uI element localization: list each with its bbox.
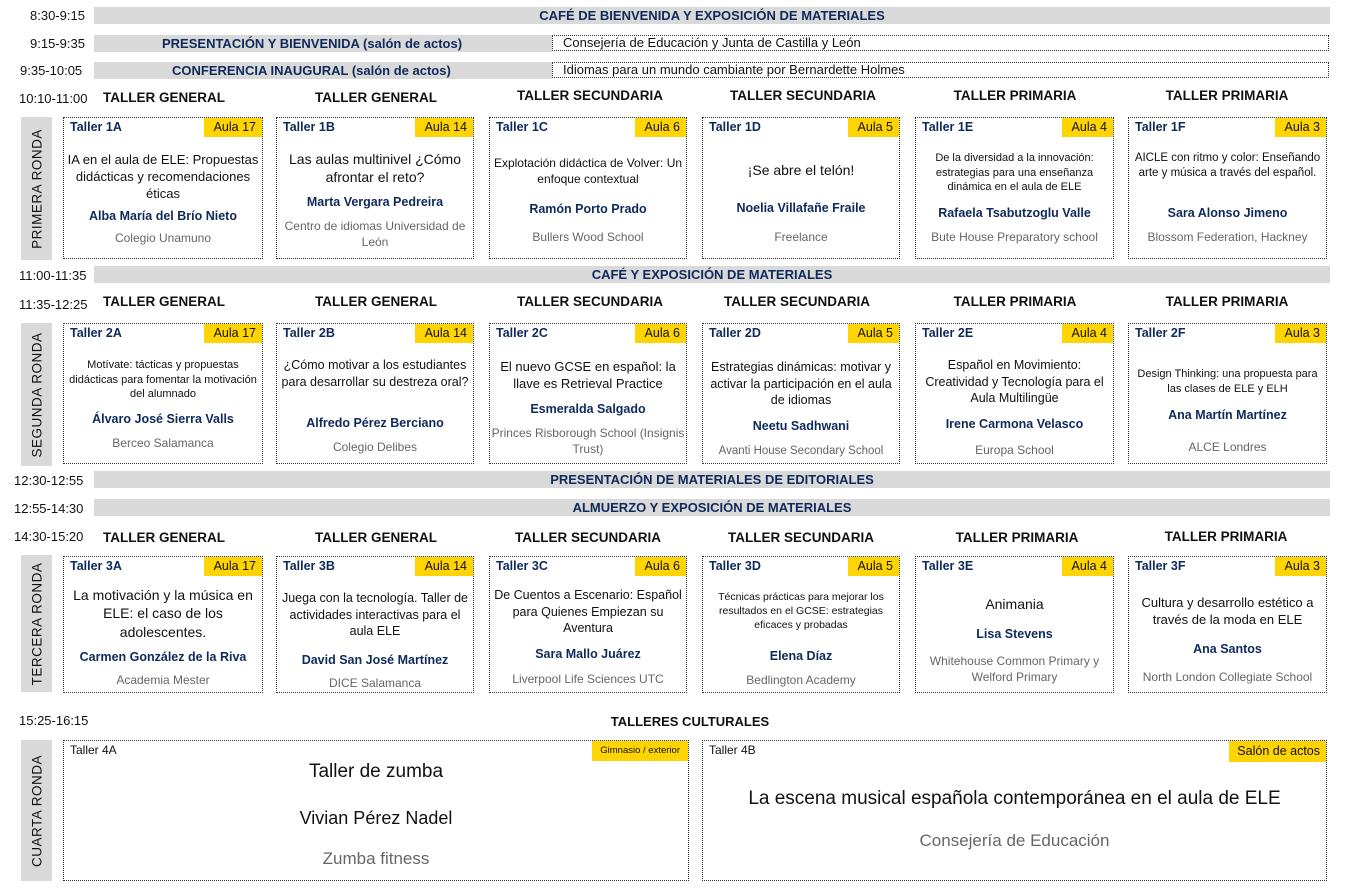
aula-badge: Aula 4 — [1062, 118, 1113, 137]
taller-title: Cultura y desarrollo estético a través de la moda en ELE — [1141, 595, 1314, 628]
schedule-bar-editoriales: PRESENTACIÓN DE MATERIALES DE EDITORIALES — [94, 471, 1330, 488]
time-label: 12:55-14:30 — [14, 501, 84, 516]
taller-card[interactable] — [915, 323, 1114, 464]
category-label: TALLER SECUNDARIA — [517, 88, 663, 103]
ronda-label: PRIMERA RONDA — [21, 117, 52, 260]
time-label: 12:30-12:55 — [14, 473, 84, 488]
taller-card[interactable] — [276, 556, 474, 693]
taller-institution: Princes Risborough School (Insignis Trust) — [491, 426, 685, 456]
aula-badge: Aula 17 — [204, 557, 262, 576]
taller-institution: Europa School — [975, 443, 1054, 457]
aula-badge: Aula 6 — [635, 118, 686, 137]
taller-institution: Centro de idiomas Universidad de León — [284, 219, 466, 249]
taller-title: De Cuentos a Escenario: Español para Quienes Empiezan su Aventura — [494, 588, 682, 635]
taller-card[interactable] — [702, 556, 900, 693]
category-label: TALLER GENERAL — [103, 90, 225, 105]
time-label: 9:35-10:05 — [20, 63, 83, 78]
taller-card[interactable] — [702, 323, 900, 464]
schedule-bar-cafe: CAFÉ Y EXPOSICIÓN DE MATERIALES — [94, 266, 1330, 283]
taller-title: IA en el aula de ELE: Propuestas didácticas y recomendaciones éticas — [67, 152, 259, 202]
taller-card[interactable] — [1128, 117, 1327, 259]
taller-card[interactable] — [63, 323, 263, 464]
category-label: TALLER SECUNDARIA — [724, 294, 870, 309]
taller-speaker: Alba María del Brío Nieto — [89, 209, 237, 223]
taller-card[interactable] — [1128, 556, 1327, 693]
category-label: TALLER GENERAL — [315, 530, 437, 545]
ronda-label: CUARTA RONDA — [21, 740, 52, 881]
taller-speaker: David San José Martínez — [301, 653, 449, 667]
taller-code: Taller 4B — [709, 743, 756, 757]
aula-badge: Aula 6 — [635, 557, 686, 576]
taller-code: Taller 4A — [70, 743, 117, 757]
category-label: TALLER PRIMARIA — [953, 294, 1077, 309]
taller-card[interactable] — [1128, 323, 1327, 464]
taller-institution: Freelance — [774, 230, 828, 244]
taller-speaker: Rafaela Tsabutzoglu Valle — [938, 206, 1091, 220]
aula-badge: Aula 3 — [1275, 118, 1326, 137]
taller-code: Taller 1A — [70, 120, 122, 134]
schedule-bar-cafe-bienvenida: CAFÉ DE BIENVENIDA Y EXPOSICIÓN DE MATERIALES — [94, 7, 1330, 24]
taller-title: Design Thinking: una propuesta para las clases de ELE y ELH — [1137, 368, 1318, 395]
aula-badge: Aula 14 — [415, 118, 473, 137]
taller-card-4b[interactable] — [702, 740, 1327, 881]
taller-speaker: Ana Santos — [1193, 642, 1262, 656]
category-label: TALLER SECUNDARIA — [515, 530, 661, 545]
taller-code: Taller 2D — [709, 326, 761, 340]
taller-institution: Bullers Wood School — [532, 230, 644, 244]
category-label: TALLER SECUNDARIA — [728, 530, 874, 545]
category-label: TALLER PRIMARIA — [955, 530, 1079, 545]
taller-code: Taller 2A — [70, 326, 122, 340]
schedule-bar-almuerzo: ALMUERZO Y EXPOSICIÓN DE MATERIALES — [94, 499, 1330, 516]
taller-card[interactable] — [276, 323, 474, 464]
taller-code: Taller 3C — [496, 559, 548, 573]
taller-card[interactable] — [489, 117, 687, 259]
category-label: TALLER GENERAL — [103, 530, 225, 545]
taller-institution: Academia Mester — [116, 673, 210, 687]
taller-institution: Liverpool Life Sciences UTC — [512, 672, 664, 686]
taller-code: Taller 1D — [709, 120, 761, 134]
category-label: TALLER GENERAL — [315, 294, 437, 309]
taller-institution: Zumba fitness — [322, 849, 430, 868]
taller-code: Taller 3D — [709, 559, 761, 573]
aula-badge: Salón de actos — [1229, 741, 1326, 762]
aula-badge: Aula 3 — [1275, 324, 1326, 343]
taller-institution: DICE Salamanca — [328, 676, 422, 690]
taller-code: Taller 1F — [1135, 120, 1186, 134]
ronda-label: TERCERA RONDA — [21, 555, 52, 692]
taller-card[interactable] — [63, 556, 263, 693]
aula-badge: Aula 5 — [848, 557, 899, 576]
taller-institution: North London Collegiate School — [1142, 670, 1313, 684]
taller-speaker: Álvaro José Sierra Valls — [92, 412, 234, 426]
taller-speaker: Esmeralda Salgado — [530, 402, 646, 416]
taller-speaker: Ramón Porto Prado — [529, 202, 647, 216]
category-label: TALLER PRIMARIA — [1165, 294, 1289, 309]
taller-title: El nuevo GCSE en español: la llave es Retrieval Practice — [500, 359, 676, 392]
taller-speaker: Elena Díaz — [769, 649, 833, 663]
ronda-time: 10:10-11:00 — [19, 91, 88, 106]
aula-badge: Gimnasio / exterior — [592, 741, 688, 761]
taller-institution: Consejería de Educación — [919, 831, 1110, 850]
taller-speaker: Marta Vergara Pedreira — [306, 195, 444, 209]
category-label: TALLER GENERAL — [103, 294, 225, 309]
aula-badge: Aula 5 — [848, 118, 899, 137]
taller-card[interactable] — [489, 556, 687, 693]
taller-title: Taller de zumba — [308, 761, 444, 782]
category-label: TALLER GENERAL — [315, 90, 437, 105]
taller-code: Taller 2B — [283, 326, 335, 340]
taller-speaker: Irene Carmona Velasco — [945, 417, 1084, 431]
taller-code: Taller 3E — [922, 559, 974, 573]
talleres-culturales-heading: TALLERES CULTURALES — [610, 714, 770, 729]
taller-institution: Berceo Salamanca — [112, 436, 214, 450]
taller-institution: Colegio Delibes — [332, 440, 418, 454]
taller-title: Estrategias dinámicas: motivar y activar la participación en el aula de idiomas — [710, 360, 892, 407]
taller-title: La escena musical española contemporánea en el aula de ELE — [748, 788, 1281, 809]
time-label: 8:30-9:15 — [30, 8, 85, 23]
aula-badge: Aula 5 — [848, 324, 899, 343]
taller-speaker: Noelia Villafañe Fraile — [736, 201, 866, 215]
taller-institution: Avanti House Secondary School — [718, 445, 884, 457]
category-label: TALLER SECUNDARIA — [730, 88, 876, 103]
taller-title: De la diversidad a la innovación: estrategias para una enseñanza dinámica en el aula de ELE — [935, 152, 1094, 194]
ronda-label: SEGUNDA RONDA — [21, 323, 52, 466]
conferencia-detail: Idiomas para un mundo cambiante por Bernardette Holmes — [552, 62, 1329, 78]
category-label: TALLER PRIMARIA — [953, 88, 1077, 103]
taller-code: Taller 3B — [283, 559, 335, 573]
taller-title: ¡Se abre el telón! — [747, 162, 855, 178]
taller-speaker: Vivian Pérez Nadel — [299, 808, 453, 828]
taller-speaker: Sara Alonso Jimeno — [1167, 206, 1288, 220]
taller-speaker: Alfredo Pérez Berciano — [306, 416, 444, 430]
taller-code: Taller 3F — [1135, 559, 1186, 573]
category-label: TALLER PRIMARIA — [1165, 88, 1289, 103]
taller-card[interactable] — [915, 117, 1114, 259]
taller-title: Técnicas prácticas para mejorar los resultados en el GCSE: estrategias eficaces y probadas — [718, 591, 884, 631]
taller-code: Taller 2F — [1135, 326, 1186, 340]
taller-code: Taller 1C — [496, 120, 548, 134]
taller-title: AICLE con ritmo y color: Enseñando arte y música a través del español. — [1134, 152, 1321, 180]
taller-speaker: Ana Martín Martínez — [1168, 408, 1287, 422]
taller-code: Taller 2C — [496, 326, 548, 340]
aula-badge: Aula 14 — [415, 557, 473, 576]
taller-institution: Blossom Federation, Hackney — [1147, 230, 1308, 244]
taller-title: ¿Cómo motivar a los estudiantes para desarrollar su destreza oral? — [281, 358, 469, 389]
taller-title: Explotación didáctica de Volver: Un enfoque contextual — [493, 156, 683, 186]
taller-title: Juega con la tecnología. Taller de actividades interactivas para el aula ELE — [281, 591, 468, 638]
aula-badge: Aula 6 — [635, 324, 686, 343]
aula-badge: Aula 4 — [1062, 557, 1113, 576]
aula-badge: Aula 4 — [1062, 324, 1113, 343]
schedule-bar-presentacion: PRESENTACIÓN Y BIENVENIDA (salón de actos) — [94, 35, 552, 52]
taller-title: La motivación y la música en ELE: el caso de los adolescentes. — [73, 587, 253, 640]
taller-institution: ALCE Londres — [1188, 440, 1267, 454]
taller-card[interactable] — [276, 117, 474, 259]
taller-institution: Bute House Preparatory school — [931, 230, 1098, 244]
aula-badge: Aula 17 — [204, 118, 262, 137]
taller-title: Animania — [985, 596, 1044, 612]
time-label: 9:15-9:35 — [30, 36, 85, 51]
taller-card[interactable] — [915, 556, 1114, 693]
aula-badge: Aula 17 — [204, 324, 262, 343]
ronda-time: 11:35-12:25 — [19, 297, 88, 312]
taller-institution: Colegio Unamuno — [114, 231, 212, 245]
taller-card[interactable] — [63, 117, 263, 259]
taller-code: Taller 1E — [922, 120, 974, 134]
schedule-bar-conferencia: CONFERENCIA INAUGURAL (salón de actos) — [94, 62, 552, 79]
taller-code: Taller 3A — [70, 559, 122, 573]
taller-code: Taller 1B — [283, 120, 335, 134]
time-label: 11:00-11:35 — [19, 268, 87, 283]
taller-speaker: Lisa Stevens — [976, 627, 1053, 641]
aula-badge: Aula 14 — [415, 324, 473, 343]
presentacion-detail: Consejería de Educación y Junta de Castilla y León — [552, 35, 1329, 51]
taller-speaker: Sara Mallo Juárez — [535, 647, 641, 661]
taller-institution: Bedlington Academy — [746, 673, 856, 687]
taller-card-4a[interactable] — [63, 740, 689, 881]
category-label: TALLER SECUNDARIA — [517, 294, 663, 309]
taller-speaker: Carmen González de la Riva — [79, 650, 247, 664]
taller-speaker: Neetu Sadhwani — [752, 419, 850, 433]
taller-card[interactable] — [489, 323, 687, 464]
aula-badge: Aula 3 — [1275, 557, 1326, 576]
taller-title: Las aulas multinivel ¿Cómo afrontar el reto? — [289, 151, 461, 186]
taller-institution: Whitehouse Common Primary y Welford Primary — [929, 654, 1100, 684]
taller-card[interactable] — [702, 117, 900, 259]
taller-title: Español en Movimiento: Creatividad y Tecnología para el Aula Multilingüe — [925, 358, 1104, 405]
taller-code: Taller 2E — [922, 326, 974, 340]
ronda-time: 14:30-15:20 — [14, 529, 84, 544]
taller-title: Motívate: tácticas y propuestas didácticas para fomentar la motivación del alumnado — [69, 359, 257, 401]
category-label: TALLER PRIMARIA — [1164, 529, 1288, 544]
ronda-time: 15:25-16:15 — [19, 713, 89, 728]
